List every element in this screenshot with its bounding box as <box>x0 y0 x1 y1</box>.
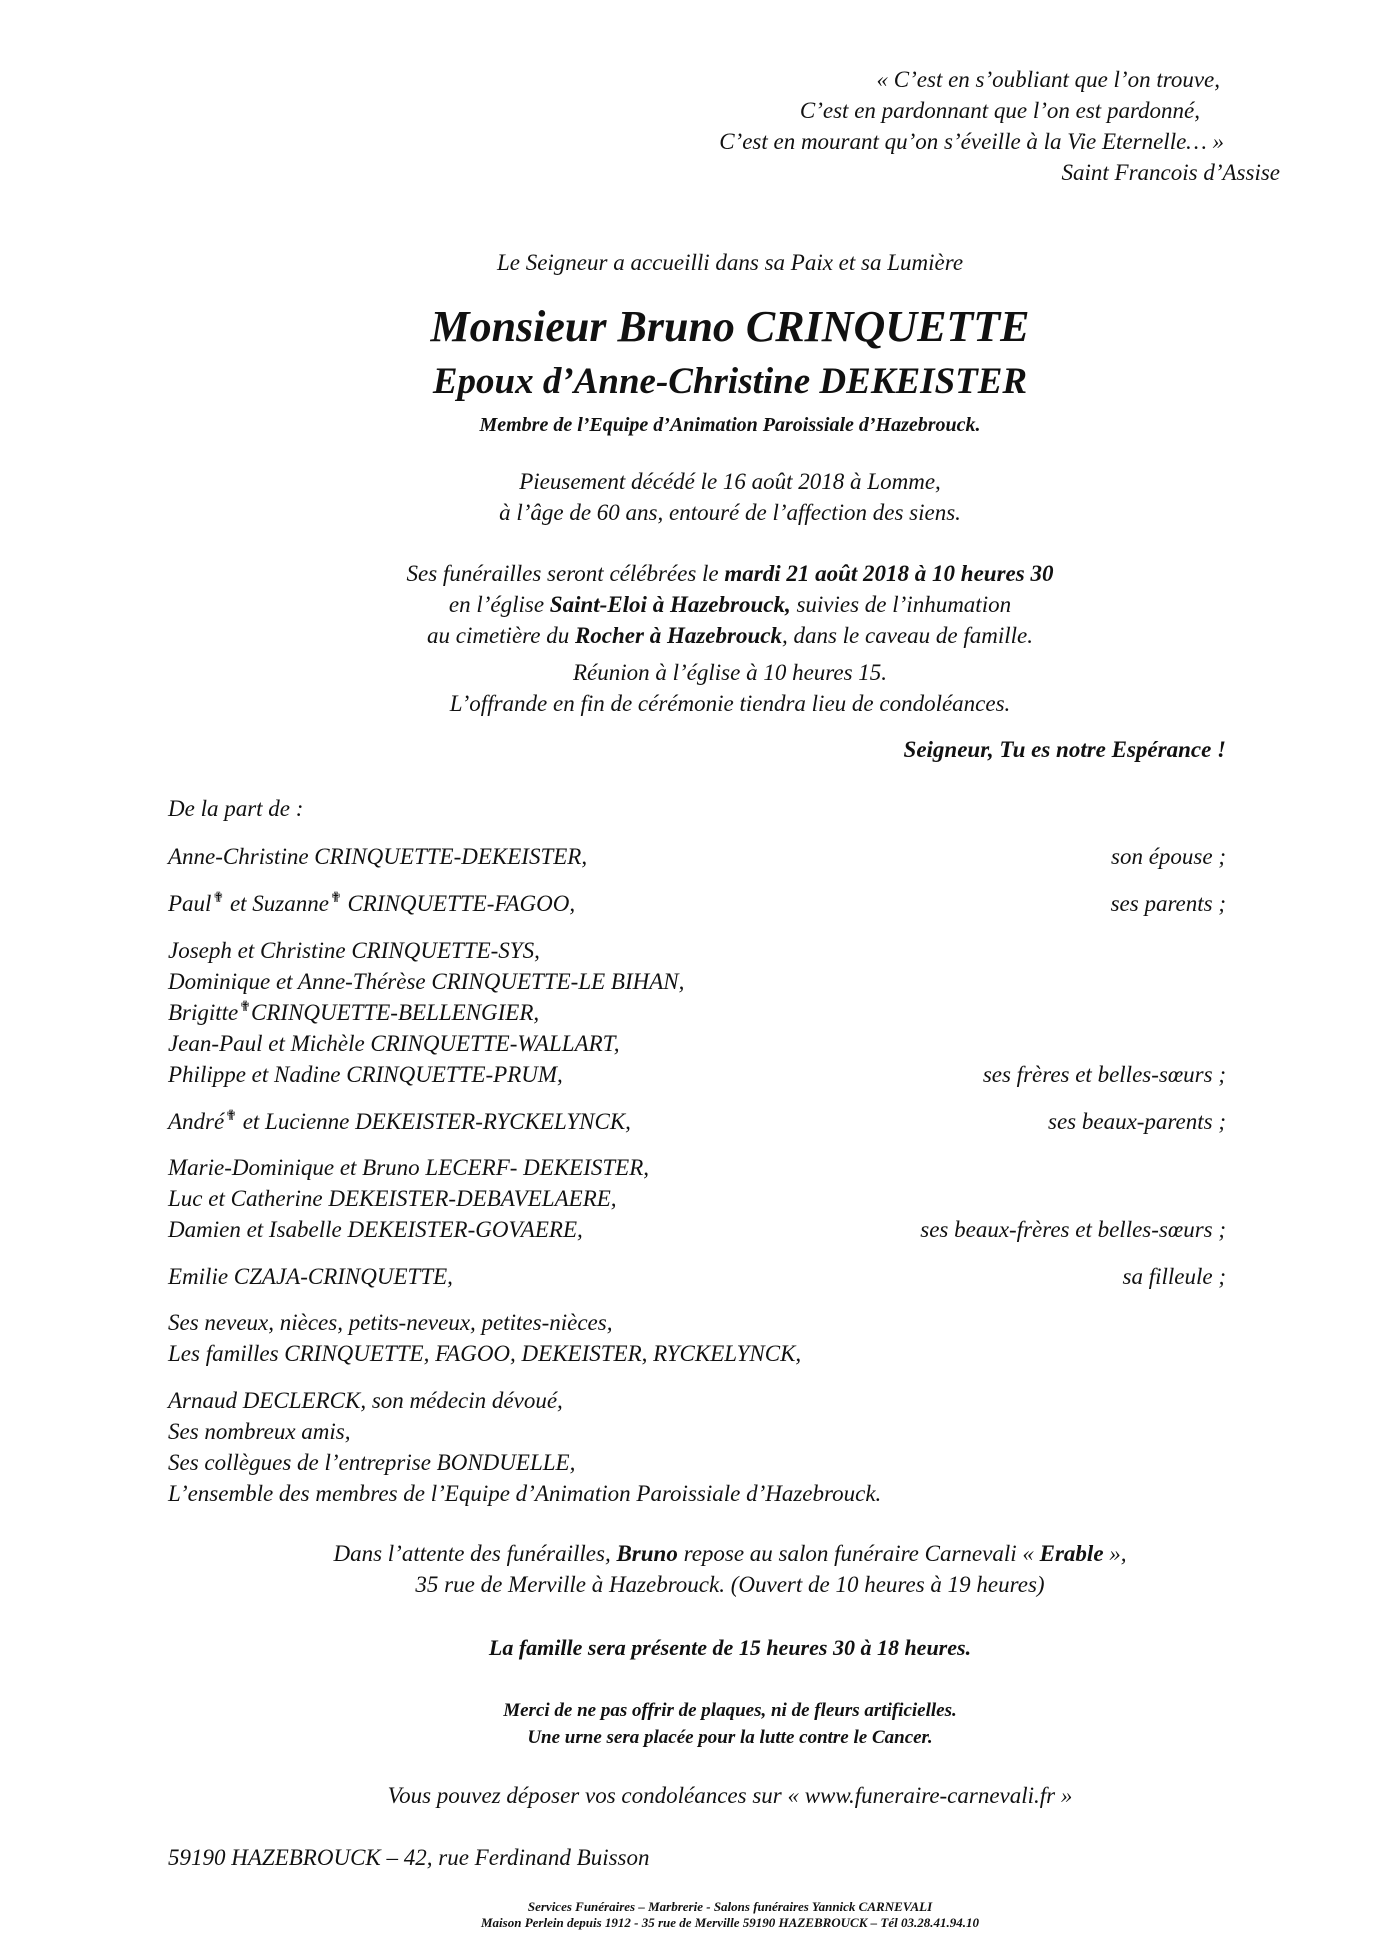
membership-line: Membre de l’Equipe d’Animation Paroissiale d’Hazebrouck. <box>479 414 981 436</box>
repose-name: Bruno <box>616 1541 678 1566</box>
family-name: Marie-Dominique et Bruno LECERF- DEKEISTER, <box>168 1155 650 1180</box>
family-presence: La famille sera présente de 15 heures 30 à 18 heures. <box>488 1635 972 1660</box>
family-name: Joseph et Christine CRINQUETTE-SYS, <box>168 938 540 963</box>
family-text: Brigitte <box>168 1000 239 1025</box>
funeral-text: Ses funérailles seront célébrées le <box>406 561 725 586</box>
request-line: Une urne sera placée pour la lutte contre le Cancer. <box>527 1727 933 1748</box>
family-relation: son épouse ; <box>1111 844 1226 869</box>
funeral-offering: L’offrande en fin de cérémonie tiendra lieu de condoléances. <box>449 691 1011 716</box>
family-text: CRINQUETTE-FAGOO, <box>341 891 576 916</box>
cross-icon: ✟ <box>225 1109 237 1125</box>
family-name: Philippe et Nadine CRINQUETTE-PRUM, <box>168 1062 563 1087</box>
part-label: De la part de : <box>168 796 304 821</box>
family-text: André <box>168 1109 225 1134</box>
family-name: Ses collègues de l’entreprise BONDUELLE, <box>168 1450 576 1475</box>
intro-text: Le Seigneur a accueilli dans sa Paix et sa Lumière <box>496 250 964 275</box>
family-name: L’ensemble des membres de l’Equipe d’Animation Paroissiale d’Hazebrouck. <box>168 1481 882 1506</box>
family-relation: sa filleule ; <box>1122 1264 1226 1289</box>
repose-text: repose au salon funéraire Carnevali « <box>677 1541 1040 1566</box>
family-text: et Suzanne <box>224 891 329 916</box>
quote-line: C’est en pardonnant que l’on est pardonné, <box>799 98 1200 123</box>
funeral-meeting: Réunion à l’église à 10 heures 15. <box>572 660 888 685</box>
family-relation: ses beaux-parents ; <box>1048 1109 1226 1134</box>
funeral-text: , dans le caveau de famille. <box>781 623 1033 648</box>
funeral-line <box>270 558 1190 590</box>
repose-text: Dans l’attente des funérailles, <box>333 1541 617 1566</box>
family-name: Ses neveux, nièces, petits-neveux, petites-nièces, <box>168 1310 613 1335</box>
family-name: Luc et Catherine DEKEISTER-DEBAVELAERE, <box>168 1186 617 1211</box>
family-name: Les familles CRINQUETTE, FAGOO, DEKEISTER, RYCKELYNCK, <box>168 1341 802 1366</box>
family-name: Damien et Isabelle DEKEISTER-GOVAERE, <box>168 1217 583 1242</box>
funeral-cemetery: Rocher à Hazebrouck <box>574 623 782 648</box>
family-name: Anne-Christine CRINQUETTE-DEKEISTER, <box>168 844 588 869</box>
death-line: Pieusement décédé le 16 août 2018 à Lomme, <box>519 469 941 494</box>
cross-icon: ✟ <box>212 891 225 907</box>
funeral-line <box>270 589 1190 621</box>
family-name <box>168 997 539 1029</box>
funeral-date: mardi 21 août 2018 à 10 heures 30 <box>724 561 1054 586</box>
cross-icon: ✟ <box>239 1000 252 1016</box>
family-name <box>168 1106 631 1138</box>
condolences-line: Vous pouvez déposer vos condoléances sur « www.funeraire-carnevali.fr » <box>387 1783 1073 1808</box>
repose-text: », <box>1103 1541 1127 1566</box>
quote-line: C’est en mourant qu’on s’éveille à la Vie Eternelle… » <box>719 129 1224 154</box>
cross-icon: ✟ <box>329 891 342 907</box>
funeral-text: suivies de l’inhumation <box>790 592 1012 617</box>
family-name <box>168 888 575 920</box>
footer-line: Maison Perlein depuis 1912 - 35 rue de Merville 59190 HAZEBROUCK – Tél 03.28.41.94.10 <box>481 1915 979 1930</box>
funeral-text: en l’église <box>448 592 550 617</box>
family-relation: ses beaux-frères et belles-sœurs ; <box>920 1217 1226 1242</box>
deceased-name: Monsieur Bruno CRINQUETTE <box>430 302 1030 351</box>
family-name: Ses nombreux amis, <box>168 1419 351 1444</box>
family-text: et Lucienne DEKEISTER-RYCKELYNCK, <box>236 1109 631 1134</box>
family-text: CRINQUETTE-BELLENGIER, <box>251 1000 540 1025</box>
funeral-text: au cimetière du <box>427 623 575 648</box>
repose-address: 35 rue de Merville à Hazebrouck. (Ouvert de 10 heures à 19 heures) <box>415 1572 1045 1597</box>
family-name: Jean-Paul et Michèle CRINQUETTE-WALLART, <box>168 1031 620 1056</box>
repose-salon: Erable <box>1039 1541 1104 1566</box>
quote-line: « C’est en s’oubliant que l’on trouve, <box>876 67 1220 92</box>
spouse-line: Epoux d’Anne-Christine DEKEISTER <box>432 361 1028 402</box>
family-name: Emilie CZAJA-CRINQUETTE, <box>168 1264 453 1289</box>
funeral-church: Saint-Eloi à Hazebrouck, <box>549 592 791 617</box>
family-relation: ses frères et belles-sœurs ; <box>982 1062 1226 1087</box>
family-name: Arnaud DECLERCK, son médecin dévoué, <box>168 1388 563 1413</box>
footer-line: Services Funéraires – Marbrerie - Salons funéraires Yannick CARNEVALI <box>527 1899 933 1914</box>
family-relation: ses parents ; <box>1110 891 1226 916</box>
quote-author: Saint Francois d’Assise <box>1061 160 1280 185</box>
family-address: 59190 HAZEBROUCK – 42, rue Ferdinand Buisson <box>168 1845 650 1870</box>
family-text: Paul <box>168 891 212 916</box>
death-line: à l’âge de 60 ans, entouré de l’affection des siens. <box>499 500 961 525</box>
quote-block <box>580 64 1280 194</box>
request-line: Merci de ne pas offrir de plaques, ni de fleurs artificielles. <box>503 1700 957 1721</box>
family-name: Dominique et Anne-Thérèse CRINQUETTE-LE BIHAN, <box>168 969 685 994</box>
repose-line <box>270 1538 1190 1570</box>
motto: Seigneur, Tu es notre Espérance ! <box>903 737 1226 762</box>
funeral-line <box>270 620 1190 652</box>
